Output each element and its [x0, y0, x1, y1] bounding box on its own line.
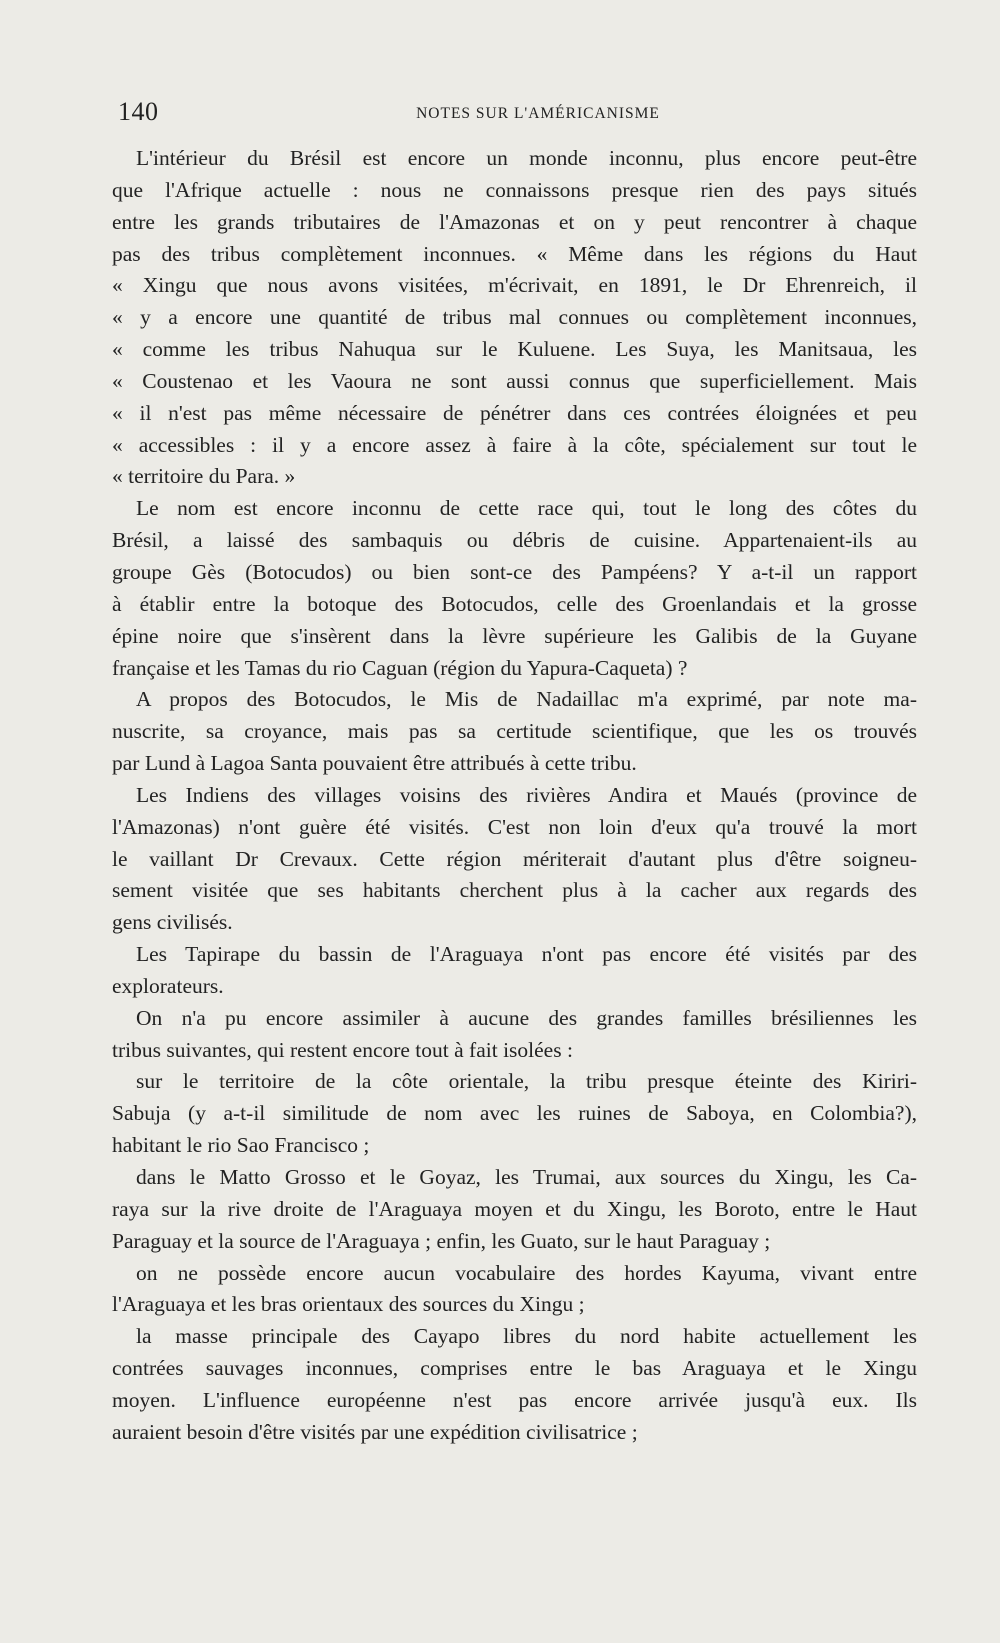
- text-line: Sabuja (y a-t-il similitude de nom avec les ruines de Saboya, en Colombia?),: [112, 1101, 917, 1126]
- text-line: l'Amazonas) n'ont guère été visités. C'est non loin d'eux qu'a trouvé la mort: [112, 814, 917, 839]
- text-line: Le nom est encore inconnu de cette race qui, tout le long des côtes du: [136, 496, 917, 521]
- text-line: la masse principale des Cayapo libres du nord habite actuellement les: [136, 1324, 917, 1349]
- paragraph: [112, 1321, 917, 1448]
- text-line: entre les grands tributaires de l'Amazonas et on y peut rencontrer à chaque: [112, 209, 917, 234]
- paragraph: [112, 1162, 917, 1258]
- text-line: raya sur la rive droite de l'Araguaya moyen et du Xingu, les Boroto, entre le Haut: [112, 1196, 917, 1221]
- paragraph: [112, 939, 917, 1003]
- text-line: pas des tribus complètement inconnues. « Même dans les régions du Haut: [112, 241, 917, 266]
- text-line: par Lund à Lagoa Santa pouvaient être attribués à cette tribu.: [112, 751, 637, 776]
- text-line: on ne possède encore aucun vocabulaire des hordes Kayuma, vivant entre: [136, 1260, 917, 1285]
- text-line: sur le territoire de la côte orientale, la tribu presque éteinte des Kiriri-: [136, 1069, 917, 1094]
- text-line: « comme les tribus Nahuqua sur le Kuluene. Les Suya, les Manitsaua, les: [112, 337, 917, 362]
- text-line: habitant le rio Sao Francisco ;: [112, 1133, 370, 1158]
- paragraph: [112, 1258, 917, 1322]
- paragraph: [112, 143, 917, 493]
- text-line: sement visitée que ses habitants cherchent plus à la cacher aux regards des: [112, 878, 917, 903]
- text-line: gens civilisés.: [112, 910, 233, 935]
- text-line: Paraguay et la source de l'Araguaya ; enfin, les Guato, sur le haut Paraguay ;: [112, 1228, 771, 1253]
- text-line: « Xingu que nous avons visitées, m'écrivait, en 1891, le Dr Ehrenreich, il: [112, 273, 917, 298]
- text-line: Les Tapirape du bassin de l'Araguaya n'ont pas encore été visités par des: [136, 942, 917, 967]
- text-line: « Coustenao et les Vaoura ne sont aussi connus que superficiellement. Mais: [112, 368, 917, 393]
- text-line: contrées sauvages inconnues, comprises entre le bas Araguaya et le Xingu: [112, 1356, 917, 1381]
- text-line: Brésil, a laissé des sambaquis ou débris de cuisine. Appartenaient-ils au: [112, 528, 917, 553]
- text-line: On n'a pu encore assimiler à aucune des grandes familles brésiliennes les: [136, 1005, 917, 1030]
- text-line: à établir entre la botoque des Botocudos, celle des Groenlandais et la grosse: [112, 591, 917, 616]
- text-line: moyen. L'influence européenne n'est pas encore arrivée jusqu'à eux. Ils: [112, 1387, 917, 1412]
- paragraph: [112, 684, 917, 780]
- text-line: « accessibles : il y a encore assez à faire à la côte, spécialement sur tout le: [112, 432, 917, 457]
- text-line: groupe Gès (Botocudos) ou bien sont-ce des Pampéens? Y a-t-il un rapport: [112, 559, 917, 584]
- text-line: Les Indiens des villages voisins des rivières Andira et Maués (province de: [136, 782, 917, 807]
- text-line: tribus suivantes, qui restent encore tout à fait isolées :: [112, 1037, 573, 1062]
- text-line: « y a encore une quantité de tribus mal connues ou complètement inconnues,: [112, 305, 917, 330]
- text-line: auraient besoin d'être visités par une expédition civilisatrice ;: [112, 1419, 638, 1444]
- text-line: A propos des Botocudos, le Mis de Nadaillac m'a exprimé, par note ma-: [136, 687, 917, 712]
- text-line: l'Araguaya et les bras orientaux des sources du Xingu ;: [112, 1292, 585, 1317]
- page-header: [118, 97, 918, 129]
- body-text: [112, 143, 917, 1449]
- paragraph: [112, 780, 917, 939]
- text-line: le vaillant Dr Crevaux. Cette région mériterait d'autant plus d'être soigneu-: [112, 846, 917, 871]
- paragraph: [112, 1066, 917, 1162]
- text-line: explorateurs.: [112, 973, 224, 998]
- text-line: que l'Afrique actuelle : nous ne connaissons presque rien des pays situés: [112, 177, 917, 202]
- paragraph: [112, 493, 917, 684]
- paragraph: [112, 1003, 917, 1067]
- text-line: L'intérieur du Brésil est encore un monde inconnu, plus encore peut-être: [136, 146, 917, 170]
- text-line: épine noire que s'insèrent dans la lèvre supérieure les Galibis de la Guyane: [112, 623, 917, 648]
- running-title: NOTES SUR L'AMÉRICANISME: [416, 105, 660, 122]
- text-line: « territoire du Para. »: [112, 464, 296, 489]
- text-line: française et les Tamas du rio Caguan (région du Yapura-Caqueta) ?: [112, 655, 688, 680]
- text-line: nuscrite, sa croyance, mais pas sa certitude scientifique, que les os trouvés: [112, 719, 917, 744]
- text-line: « il n'est pas même nécessaire de pénétrer dans ces contrées éloignées et peu: [112, 400, 917, 425]
- text-line: dans le Matto Grosso et le Goyaz, les Trumai, aux sources du Xingu, les Ca-: [136, 1165, 917, 1189]
- page-number: 140: [118, 97, 159, 126]
